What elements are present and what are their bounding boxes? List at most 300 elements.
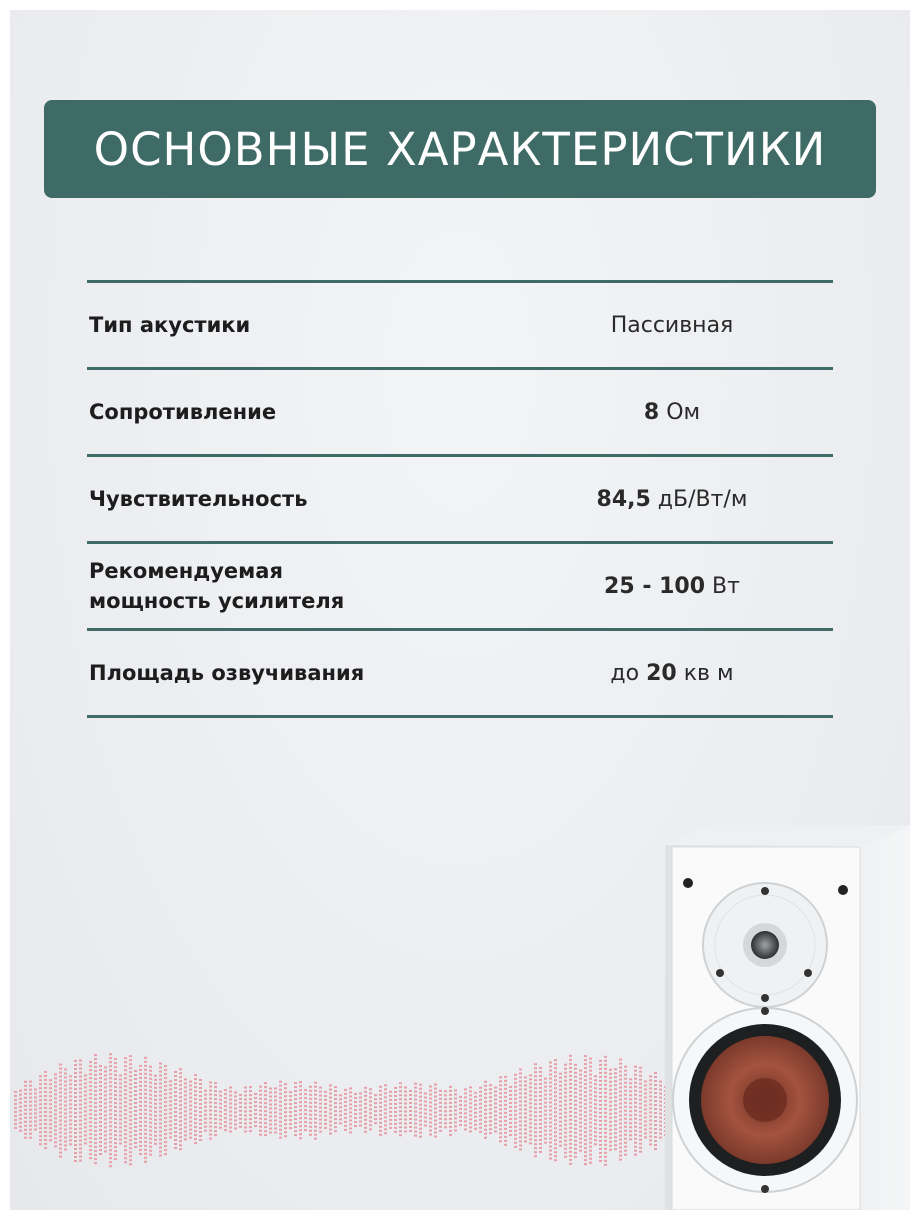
soundwave-dot — [584, 1151, 587, 1153]
soundwave-dot — [79, 1124, 82, 1126]
soundwave-dot — [59, 1108, 62, 1110]
soundwave-dot — [574, 1080, 577, 1082]
soundwave-dot — [239, 1118, 242, 1120]
soundwave-dot — [469, 1106, 472, 1108]
soundwave-dot — [324, 1111, 327, 1113]
soundwave-dot — [594, 1123, 597, 1125]
soundwave-dot — [419, 1100, 422, 1102]
soundwave-dot — [524, 1092, 527, 1094]
soundwave-dot — [474, 1128, 477, 1130]
soundwave-dot — [379, 1110, 382, 1112]
soundwave-dot — [194, 1074, 197, 1076]
soundwave-dot — [589, 1106, 592, 1108]
soundwave-dot — [194, 1118, 197, 1120]
soundwave-dot — [469, 1086, 472, 1088]
soundwave-dot — [624, 1146, 627, 1148]
soundwave-dot — [319, 1131, 322, 1133]
soundwave-dot — [479, 1119, 482, 1121]
soundwave-dot — [119, 1099, 122, 1101]
soundwave-dot — [149, 1078, 152, 1080]
soundwave-dot — [354, 1097, 357, 1099]
soundwave-dot — [554, 1147, 557, 1149]
soundwave-dot — [564, 1128, 567, 1130]
soundwave-dot — [149, 1126, 152, 1128]
soundwave-dot — [439, 1126, 442, 1128]
soundwave-dot — [299, 1129, 302, 1131]
soundwave-dot — [309, 1114, 312, 1116]
soundwave-dot — [569, 1111, 572, 1113]
soundwave-dot — [409, 1118, 412, 1120]
soundwave-dot — [139, 1101, 142, 1103]
soundwave-icon — [10, 1040, 690, 1180]
soundwave-dot — [159, 1063, 162, 1065]
soundwave-dot — [379, 1090, 382, 1092]
soundwave-dot — [599, 1096, 602, 1098]
soundwave-dot — [84, 1110, 87, 1112]
soundwave-dot — [599, 1088, 602, 1090]
soundwave-dot — [499, 1120, 502, 1122]
soundwave-dot — [484, 1085, 487, 1087]
soundwave-dot — [334, 1090, 337, 1092]
soundwave-dot — [404, 1127, 407, 1129]
soundwave-dot — [229, 1131, 232, 1133]
soundwave-dot — [324, 1091, 327, 1093]
soundwave-dot — [104, 1090, 107, 1092]
soundwave-dot — [384, 1132, 387, 1134]
soundwave-dot — [29, 1117, 32, 1119]
soundwave-dot — [354, 1125, 357, 1127]
soundwave-dot — [504, 1116, 507, 1118]
soundwave-dot — [439, 1114, 442, 1116]
soundwave-dot — [419, 1084, 422, 1086]
soundwave-dot — [344, 1105, 347, 1107]
soundwave-dot — [514, 1114, 517, 1116]
soundwave-dot — [564, 1092, 567, 1094]
soundwave-dot — [119, 1127, 122, 1129]
soundwave-dot — [384, 1128, 387, 1130]
soundwave-dot — [284, 1135, 287, 1137]
soundwave-dot — [74, 1152, 77, 1154]
soundwave-dot — [129, 1095, 132, 1097]
soundwave-dot — [89, 1137, 92, 1139]
soundwave-dot — [169, 1136, 172, 1138]
soundwave-dot — [69, 1087, 72, 1089]
soundwave-dot — [544, 1118, 547, 1120]
soundwave-dot — [129, 1151, 132, 1153]
soundwave-dot — [184, 1126, 187, 1128]
soundwave-dot — [214, 1102, 217, 1104]
soundwave-dot — [454, 1093, 457, 1095]
soundwave-dot — [239, 1102, 242, 1104]
soundwave-dot — [614, 1084, 617, 1086]
soundwave-dot — [184, 1134, 187, 1136]
soundwave-dot — [639, 1135, 642, 1137]
soundwave-dot — [389, 1099, 392, 1101]
soundwave-dot — [584, 1083, 587, 1085]
soundwave-dot — [219, 1119, 222, 1121]
soundwave-dot — [604, 1088, 607, 1090]
soundwave-dot — [144, 1157, 147, 1159]
soundwave-dot — [164, 1149, 167, 1151]
soundwave-dot — [214, 1126, 217, 1128]
soundwave-dot — [564, 1144, 567, 1146]
soundwave-dot — [174, 1123, 177, 1125]
soundwave-dot — [109, 1113, 112, 1115]
soundwave-dot — [299, 1097, 302, 1099]
soundwave-dot — [109, 1137, 112, 1139]
soundwave-dot — [84, 1106, 87, 1108]
soundwave-dot — [379, 1118, 382, 1120]
soundwave-dot — [279, 1089, 282, 1091]
soundwave-dot — [444, 1114, 447, 1116]
soundwave-dot — [54, 1129, 57, 1131]
soundwave-dot — [619, 1107, 622, 1109]
soundwave-dot — [529, 1078, 532, 1080]
soundwave-dot — [24, 1133, 27, 1135]
soundwave-dot — [519, 1128, 522, 1130]
soundwave-dot — [89, 1085, 92, 1087]
soundwave-dot — [534, 1103, 537, 1105]
soundwave-dot — [429, 1126, 432, 1128]
soundwave-dot — [609, 1105, 612, 1107]
soundwave-dot — [159, 1151, 162, 1153]
soundwave-dot — [124, 1141, 127, 1143]
soundwave-dot — [99, 1153, 102, 1155]
soundwave-dot — [244, 1131, 247, 1133]
soundwave-dot — [579, 1086, 582, 1088]
soundwave-dot — [304, 1093, 307, 1095]
soundwave-dot — [149, 1094, 152, 1096]
soundwave-dot — [639, 1139, 642, 1141]
soundwave-dot — [564, 1152, 567, 1154]
soundwave-dot — [74, 1108, 77, 1110]
soundwave-dot — [479, 1127, 482, 1129]
soundwave-dot — [164, 1073, 167, 1075]
soundwave-dot — [59, 1116, 62, 1118]
soundwave-dot — [564, 1096, 567, 1098]
soundwave-dot — [449, 1090, 452, 1092]
soundwave-dot — [594, 1139, 597, 1141]
soundwave-dot — [634, 1142, 637, 1144]
soundwave-dot — [514, 1110, 517, 1112]
soundwave-dot — [554, 1059, 557, 1061]
soundwave-dot — [104, 1098, 107, 1100]
soundwave-dot — [49, 1079, 52, 1081]
soundwave-dot — [569, 1075, 572, 1077]
soundwave-dot — [599, 1100, 602, 1102]
soundwave-dot — [269, 1088, 272, 1090]
soundwave-dot — [49, 1119, 52, 1121]
soundwave-dot — [469, 1126, 472, 1128]
soundwave-dot — [634, 1126, 637, 1128]
soundwave-dot — [484, 1089, 487, 1091]
soundwave-dot — [534, 1111, 537, 1113]
soundwave-dot — [59, 1112, 62, 1114]
soundwave-dot — [534, 1071, 537, 1073]
soundwave-dot — [59, 1132, 62, 1134]
soundwave-dot — [219, 1095, 222, 1097]
soundwave-dot — [449, 1118, 452, 1120]
soundwave-dot — [249, 1090, 252, 1092]
soundwave-dot — [369, 1128, 372, 1130]
soundwave-dot — [569, 1063, 572, 1065]
soundwave-dot — [279, 1117, 282, 1119]
soundwave-dot — [394, 1115, 397, 1117]
soundwave-dot — [584, 1099, 587, 1101]
soundwave-dot — [579, 1102, 582, 1104]
soundwave-dot — [379, 1106, 382, 1108]
soundwave-dot — [559, 1101, 562, 1103]
soundwave-dot — [114, 1138, 117, 1140]
soundwave-dot — [529, 1082, 532, 1084]
soundwave-dot — [54, 1105, 57, 1107]
soundwave-dot — [334, 1098, 337, 1100]
soundwave-dot — [44, 1099, 47, 1101]
soundwave-dot — [259, 1090, 262, 1092]
soundwave-dot — [49, 1111, 52, 1113]
soundwave-dot — [74, 1080, 77, 1082]
soundwave-dot — [594, 1103, 597, 1105]
soundwave-dot — [79, 1108, 82, 1110]
soundwave-dot — [324, 1127, 327, 1129]
soundwave-dot — [139, 1073, 142, 1075]
soundwave-dot — [554, 1139, 557, 1141]
soundwave-dot — [219, 1103, 222, 1105]
soundwave-dot — [554, 1099, 557, 1101]
soundwave-dot — [584, 1155, 587, 1157]
soundwave-dot — [94, 1082, 97, 1084]
soundwave-dot — [344, 1113, 347, 1115]
soundwave-dot — [529, 1138, 532, 1140]
soundwave-dot — [59, 1096, 62, 1098]
soundwave-dot — [24, 1117, 27, 1119]
soundwave-dot — [409, 1126, 412, 1128]
soundwave-dot — [644, 1092, 647, 1094]
soundwave-dot — [639, 1067, 642, 1069]
soundwave-dot — [399, 1118, 402, 1120]
soundwave-dot — [554, 1111, 557, 1113]
soundwave-dot — [184, 1130, 187, 1132]
soundwave-dot — [559, 1125, 562, 1127]
soundwave-dot — [554, 1107, 557, 1109]
soundwave-dot — [584, 1139, 587, 1141]
soundwave-dot — [519, 1116, 522, 1118]
soundwave-dot — [254, 1105, 257, 1107]
soundwave-dot — [604, 1132, 607, 1134]
soundwave-dot — [634, 1138, 637, 1140]
soundwave-dot — [314, 1122, 317, 1124]
soundwave-dot — [29, 1109, 32, 1111]
soundwave-dot — [499, 1076, 502, 1078]
soundwave-dot — [514, 1074, 517, 1076]
soundwave-dot — [429, 1118, 432, 1120]
soundwave-dot — [129, 1107, 132, 1109]
soundwave-dot — [544, 1126, 547, 1128]
soundwave-dot — [269, 1120, 272, 1122]
soundwave-dot — [199, 1099, 202, 1101]
soundwave-dot — [244, 1111, 247, 1113]
soundwave-dot — [124, 1125, 127, 1127]
soundwave-dot — [464, 1100, 467, 1102]
soundwave-dot — [89, 1149, 92, 1151]
soundwave-dot — [619, 1087, 622, 1089]
soundwave-dot — [634, 1094, 637, 1096]
soundwave-dot — [144, 1077, 147, 1079]
soundwave-dot — [564, 1068, 567, 1070]
soundwave-dot — [584, 1095, 587, 1097]
soundwave-dot — [164, 1133, 167, 1135]
soundwave-dot — [554, 1063, 557, 1065]
soundwave-dot — [159, 1075, 162, 1077]
soundwave-dot — [544, 1082, 547, 1084]
soundwave-dot — [504, 1144, 507, 1146]
soundwave-dot — [594, 1087, 597, 1089]
soundwave-dot — [34, 1093, 37, 1095]
soundwave-dot — [389, 1095, 392, 1097]
soundwave-dot — [124, 1109, 127, 1111]
soundwave-dot — [54, 1137, 57, 1139]
soundwave-dot — [389, 1115, 392, 1117]
soundwave-dot — [519, 1104, 522, 1106]
soundwave-dot — [414, 1127, 417, 1129]
soundwave-dot — [184, 1098, 187, 1100]
soundwave-dot — [554, 1115, 557, 1117]
soundwave-dot — [569, 1071, 572, 1073]
soundwave-dot — [74, 1076, 77, 1078]
soundwave-dot — [634, 1074, 637, 1076]
soundwave-dot — [179, 1120, 182, 1122]
soundwave-dot — [594, 1127, 597, 1129]
soundwave-dot — [274, 1127, 277, 1129]
soundwave-dot — [104, 1110, 107, 1112]
soundwave-dot — [619, 1111, 622, 1113]
soundwave-dot — [289, 1103, 292, 1105]
soundwave-dot — [289, 1115, 292, 1117]
soundwave-dot — [639, 1087, 642, 1089]
soundwave-dot — [554, 1103, 557, 1105]
soundwave-dot — [64, 1121, 67, 1123]
soundwave-dot — [609, 1137, 612, 1139]
soundwave-dot — [474, 1120, 477, 1122]
soundwave-dot — [644, 1132, 647, 1134]
soundwave-dot — [594, 1095, 597, 1097]
soundwave-dot — [384, 1116, 387, 1118]
soundwave-dot — [74, 1100, 77, 1102]
soundwave-dot — [284, 1115, 287, 1117]
soundwave-dot — [84, 1134, 87, 1136]
soundwave-dot — [559, 1105, 562, 1107]
soundwave-dot — [599, 1160, 602, 1162]
soundwave-dot — [419, 1088, 422, 1090]
soundwave-dot — [529, 1090, 532, 1092]
soundwave-dot — [149, 1090, 152, 1092]
soundwave-dot — [324, 1107, 327, 1109]
soundwave-dot — [129, 1059, 132, 1061]
soundwave-dot — [629, 1086, 632, 1088]
soundwave-dot — [214, 1106, 217, 1108]
soundwave-dot — [229, 1127, 232, 1129]
soundwave-dot — [114, 1078, 117, 1080]
soundwave-dot — [579, 1134, 582, 1136]
soundwave-dot — [624, 1138, 627, 1140]
soundwave-dot — [569, 1115, 572, 1117]
soundwave-dot — [494, 1123, 497, 1125]
spec-value: до 20 кв м — [610, 660, 734, 686]
soundwave-dot — [124, 1133, 127, 1135]
soundwave-dot — [69, 1111, 72, 1113]
soundwave-dot — [369, 1104, 372, 1106]
soundwave-dot — [249, 1094, 252, 1096]
soundwave-dot — [74, 1084, 77, 1086]
soundwave-dot — [89, 1093, 92, 1095]
soundwave-dot — [444, 1126, 447, 1128]
soundwave-dot — [569, 1083, 572, 1085]
soundwave-dot — [184, 1110, 187, 1112]
soundwave-dot — [64, 1093, 67, 1095]
soundwave-dot — [479, 1115, 482, 1117]
soundwave-dot — [314, 1102, 317, 1104]
soundwave-dot — [44, 1107, 47, 1109]
soundwave-dot — [599, 1156, 602, 1158]
soundwave-dot — [154, 1079, 157, 1081]
soundwave-dot — [329, 1109, 332, 1111]
soundwave-dot — [594, 1115, 597, 1117]
soundwave-dot — [24, 1101, 27, 1103]
soundwave-dot — [69, 1139, 72, 1141]
soundwave-dot — [584, 1103, 587, 1105]
specs-table — [87, 280, 833, 718]
soundwave-dot — [549, 1114, 552, 1116]
soundwave-dot — [264, 1082, 267, 1084]
soundwave-dot — [459, 1104, 462, 1106]
soundwave-dot — [564, 1100, 567, 1102]
soundwave-dot — [474, 1116, 477, 1118]
soundwave-dot — [89, 1157, 92, 1159]
soundwave-dot — [124, 1153, 127, 1155]
soundwave-dot — [249, 1098, 252, 1100]
soundwave-dot — [494, 1091, 497, 1093]
soundwave-dot — [489, 1104, 492, 1106]
soundwave-dot — [79, 1064, 82, 1066]
soundwave-dot — [419, 1092, 422, 1094]
soundwave-dot — [109, 1145, 112, 1147]
soundwave-dot — [619, 1155, 622, 1157]
soundwave-dot — [529, 1102, 532, 1104]
soundwave-dot — [549, 1074, 552, 1076]
soundwave-dot — [69, 1099, 72, 1101]
soundwave-dot — [39, 1135, 42, 1137]
soundwave-dot — [494, 1111, 497, 1113]
soundwave-dot — [434, 1088, 437, 1090]
soundwave-dot — [149, 1114, 152, 1116]
soundwave-dot — [269, 1096, 272, 1098]
soundwave-dot — [509, 1090, 512, 1092]
soundwave-dot — [614, 1132, 617, 1134]
soundwave-dot — [454, 1089, 457, 1091]
soundwave-dot — [309, 1094, 312, 1096]
soundwave-dot — [629, 1090, 632, 1092]
soundwave-dot — [369, 1096, 372, 1098]
soundwave-dot — [154, 1119, 157, 1121]
soundwave-dot — [304, 1121, 307, 1123]
soundwave-dot — [519, 1100, 522, 1102]
soundwave-dot — [209, 1110, 212, 1112]
soundwave-dot — [419, 1124, 422, 1126]
soundwave-dot — [259, 1102, 262, 1104]
soundwave-dot — [384, 1088, 387, 1090]
soundwave-dot — [524, 1084, 527, 1086]
soundwave-dot — [619, 1075, 622, 1077]
